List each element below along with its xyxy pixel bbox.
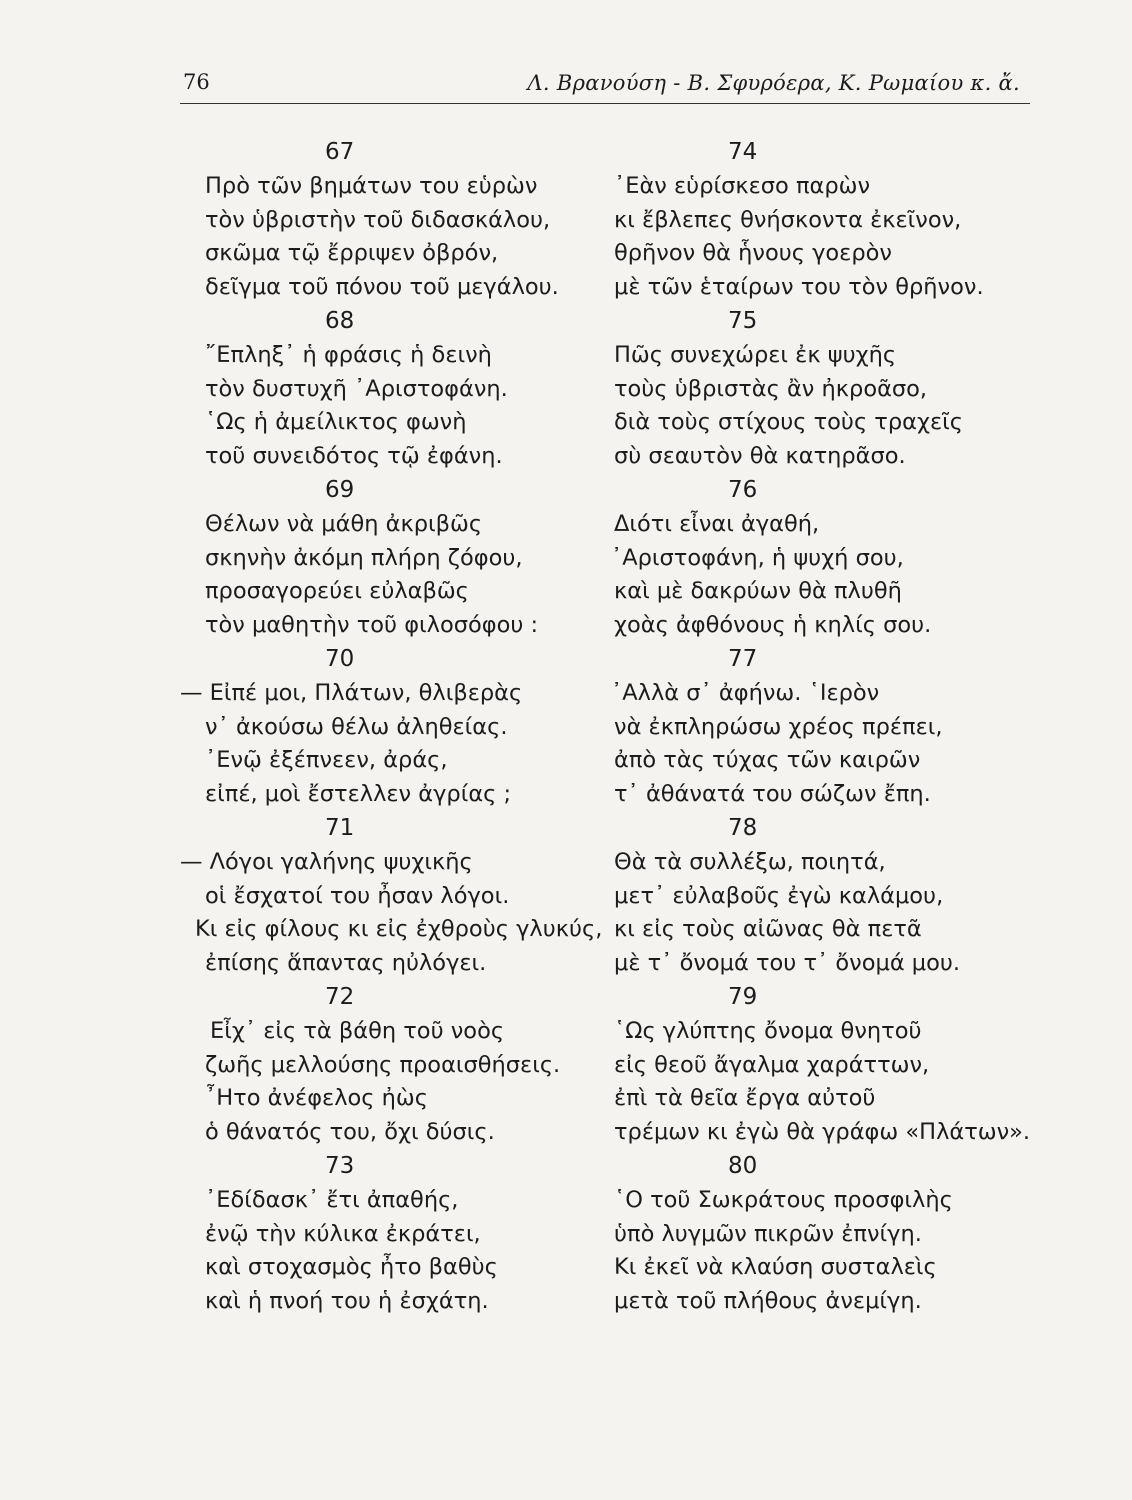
stanza-number: 67 [325, 139, 355, 165]
verse-line: Πῶς συνεχώρει ἐκ ψυχῆς [614, 341, 897, 368]
stanza [608, 981, 1068, 1150]
stanza-number: 74 [728, 139, 758, 165]
verse-line: καὶ ἡ πνοή του ἡ ἐσχάτη. [205, 1288, 489, 1315]
verse-line: ῏Ητο ἀνέφελος ἠὼς [205, 1085, 428, 1112]
verse-line: εἰς θεοῦ ἄγαλμα χαράττων, [614, 1051, 930, 1078]
stanza [608, 1150, 1068, 1319]
verse-line: θρῆνον θὰ ἧνους γοερὸν [614, 240, 892, 267]
stanza [200, 1150, 610, 1319]
stanza [608, 812, 1068, 981]
verse-line: σκηνὴν ἀκόμη πλήρη ζόφου, [205, 544, 523, 571]
stanza [608, 136, 1068, 305]
stanza-number: 80 [728, 1152, 758, 1179]
verse-line: ν᾿ ἀκούσω θέλω ἀληθείας. [205, 713, 508, 740]
verse-line: ἐπίσης ἅπαντας ηὐλόγει. [205, 950, 487, 977]
verse-line: ᾿Εδίδασκ᾿ ἔτι ἀπαθής, [205, 1186, 459, 1213]
stanza [180, 812, 610, 981]
verse-line: προσαγορεύει εὐλαβῶς [205, 578, 469, 605]
header-rule [180, 103, 1030, 104]
verse-line: — Εἰπέ μοι, Πλάτων, θλιβερὰς [180, 679, 523, 706]
verse-line: δεῖγμα τοῦ πόνου τοῦ μεγάλου. [205, 274, 559, 301]
verse-line: ἀπὸ τὰς τύχας τῶν καιρῶν [614, 747, 921, 774]
stanza-number: 71 [325, 814, 355, 841]
verse-line: τὸν ὑβριστὴν τοῦ διδασκάλου, [205, 206, 551, 233]
verse-line: Θέλων νὰ μάθη ἀκριβῶς [205, 510, 483, 537]
stanza-number: 73 [325, 1152, 355, 1179]
verse-line: ᾿Ενῷ ἐξέπνεεν, ἀράς, [205, 747, 448, 774]
verse-line: ζωῆς μελλούσης προαισθήσεις. [205, 1051, 561, 1078]
stanza [200, 981, 610, 1150]
verse-line: τὸν μαθητὴν τοῦ φιλοσόφου : [205, 612, 539, 639]
verse-line: ἐπὶ τὰ θεῖα ἔργα αὐτοῦ [614, 1085, 876, 1112]
verse-line: τρέμων κι ἐγὼ θὰ γράφω «Πλάτων». [614, 1119, 1031, 1146]
verse-line: καὶ μὲ δακρύων θὰ πλυθῆ [614, 578, 902, 605]
stanza-number: 68 [325, 307, 355, 334]
verse-line: καὶ στοχασμὸς ἦτο βαθὺς [205, 1254, 498, 1281]
verse-line: νὰ ἐκπληρώσω χρέος πρέπει, [614, 713, 943, 740]
stanza-number: 75 [728, 307, 758, 334]
stanza-number: 77 [728, 645, 758, 672]
verse-line: διὰ τοὺς στίχους τοὺς τραχεῖς [614, 409, 963, 436]
verse-line: τ᾿ ἀθάνατά του σώζων ἔπη. [614, 781, 931, 808]
verse-line: ῾Ο τοῦ Σωκράτους προσφιλὴς [614, 1186, 953, 1213]
verse-line: κι ἔβλεπες θνήσκοντα ἐκεῖνον, [614, 206, 962, 233]
stanza-number: 70 [325, 645, 355, 672]
verse-line: Κι εἰς φίλους κι εἰς ἐχθροὺς γλυκύς, [195, 916, 603, 943]
stanza-number: 72 [325, 983, 355, 1010]
stanza [608, 643, 1068, 812]
stanza-number: 79 [728, 983, 758, 1010]
left-column [180, 136, 610, 1319]
verse-line: κι εἰς τοὺς αἰῶνας θὰ πετᾶ [614, 916, 922, 943]
verse-line: Θὰ τὰ συλλέξω, ποιητά, [614, 848, 886, 875]
right-column [608, 136, 1068, 1319]
verse-line: ἐνῷ τὴν κύλικα ἐκράτει, [205, 1220, 481, 1247]
verse-line: — Λόγοι γαλήνης ψυχικῆς [180, 848, 473, 875]
verse-line: Εἶχ᾿ εἰς τὰ βάθη τοῦ νοὸς [210, 1017, 505, 1044]
page-number: 76 [183, 70, 210, 94]
verse-line: ὑπὸ λυγμῶν πικρῶν ἐπνίγη. [614, 1220, 922, 1247]
verse-line: τοὺς ὑβριστὰς ἂν ἠκροᾶσο, [614, 375, 928, 402]
verse-line: τοῦ συνειδότος τῷ ἐφάνη. [205, 443, 503, 470]
stanza-number: 78 [728, 814, 758, 841]
stanza [608, 474, 1068, 643]
verse-line: ὁ θάνατός του, ὄχι δύσις. [205, 1119, 495, 1146]
stanza-number: 76 [728, 476, 758, 503]
verse-line: ῾Ως ἡ ἀμείλικτος φωνὴ [205, 409, 467, 436]
verse-line: ᾿Αλλὰ σ᾿ ἀφήνω. ῾Ιερὸν [611, 679, 880, 706]
verse-line: Διότι εἶναι ἀγαθή, [614, 510, 820, 537]
stanza [200, 305, 610, 474]
stanza [180, 643, 610, 812]
verse-line: μὲ τῶν ἑταίρων του τὸν θρῆνον. [614, 274, 984, 301]
stanza [608, 305, 1068, 474]
verse-line: σὺ σεαυτὸν θὰ κατηρᾶσο. [614, 443, 906, 470]
verse-line: σκῶμα τῷ ἔρριψεν ὀβρόν, [205, 240, 499, 267]
verse-line: ᾿Εὰν εὑρίσκεσο παρὼν [614, 172, 871, 199]
verse-line: μὲ τ᾿ ὄνομά του τ᾿ ὄνομά μου. [614, 950, 961, 977]
verse-line: Κι ἐκεῖ νὰ κλαύση συσταλεὶς [614, 1254, 937, 1281]
verse-line: Πρὸ τῶν βημάτων του εὑρὼν [205, 172, 538, 199]
stanza-number: 69 [325, 476, 355, 503]
verse-line: ῎Επληξ᾿ ἡ φράσις ἡ δεινὴ [205, 341, 492, 368]
verse-line: χοὰς ἀφθόνους ἡ κηλίς σου. [614, 612, 932, 639]
stanza [200, 136, 610, 305]
verse-line: εἰπέ, μοὶ ἔστελλεν ἀγρίας ; [205, 781, 512, 808]
stanza [200, 474, 610, 643]
verse-line: μετὰ τοῦ πλήθους ἀνεμίγη. [614, 1288, 922, 1315]
verse-line: οἱ ἔσχατοί του ἦσαν λόγοι. [205, 882, 510, 909]
verse-line: μετ᾿ εὐλαβοῦς ἐγὼ καλάμου, [614, 882, 944, 909]
verse-line: ᾿Αριστοφάνη, ἡ ψυχή σου, [611, 544, 904, 571]
verse-line: ῾Ως γλύπτης ὄνομα θνητοῦ [614, 1017, 922, 1044]
running-head: Λ. Βρανούση - Β. Σφυρόερα, Κ. Ρωμαίου κ. ἄ. [527, 71, 1020, 95]
verse-line: τὸν δυστυχῆ ᾿Αριστοφάνη. [205, 375, 508, 402]
